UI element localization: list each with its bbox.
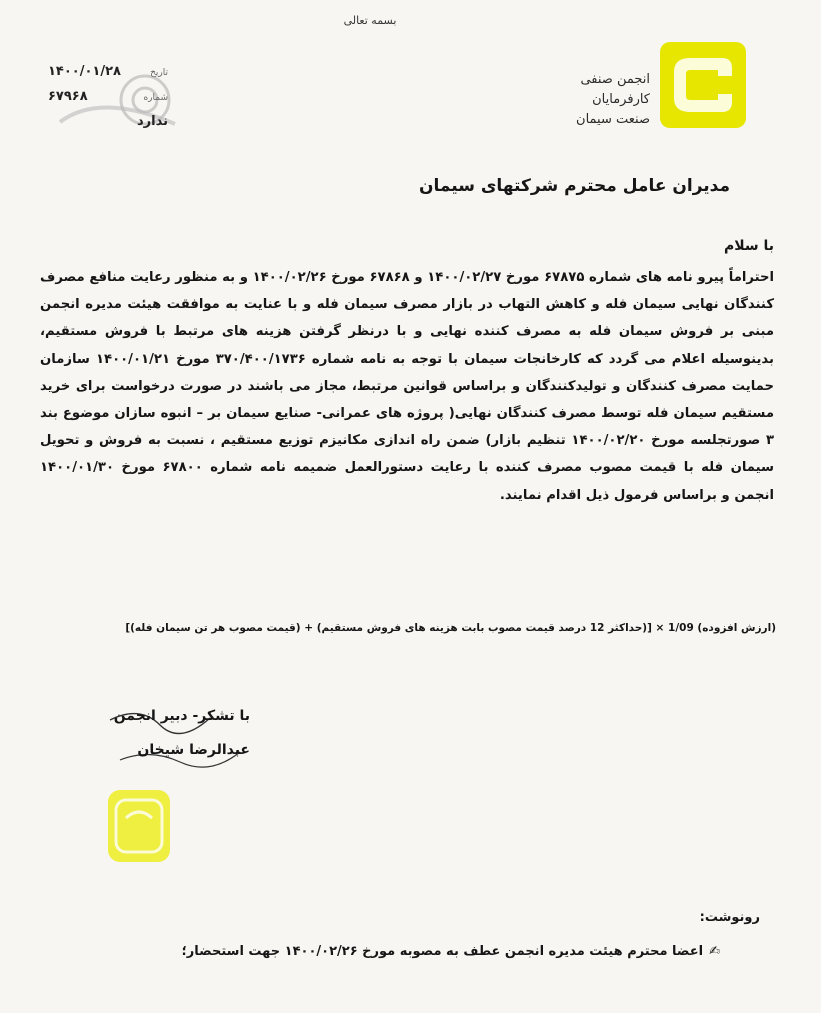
number-row — [48, 85, 168, 110]
org-name-line: انجمن صنفی — [580, 72, 650, 87]
number-label: شماره — [143, 93, 168, 103]
official-stamp — [108, 790, 170, 862]
addressee: مدیران عامل محترم شرکتهای سیمان — [418, 176, 730, 196]
number-value: ۶۷۹۶۸ — [48, 89, 88, 104]
date-value: ۱۴۰۰/۰۱/۲۸ — [48, 64, 121, 79]
organization-name — [530, 70, 650, 130]
cc-recipients-text: اعضا محترم هیئت مدیره انجمن عطف به مصوبه مورخ ۱۴۰۰/۰۲/۲۶ جهت استحضار؛ — [181, 944, 704, 959]
organization-logo — [660, 42, 746, 128]
signatory-name: عبدالرضا شیخان — [137, 742, 250, 758]
attachment-row — [48, 110, 168, 134]
org-name-line: کارفرمایان — [592, 92, 650, 107]
invocation-text: بسمه تعالی — [343, 14, 397, 27]
signature-closing: با تشکر- دبیر انجمن — [113, 708, 250, 724]
date-row — [48, 60, 168, 85]
greeting: با سلام — [723, 238, 774, 254]
cc-recipients — [120, 944, 720, 959]
letter-meta — [48, 60, 168, 134]
logo-mark-icon — [660, 42, 746, 128]
bullet-icon: ✍ — [709, 944, 720, 959]
letter-body: احتراماً پیرو نامه های شماره ۶۷۸۷۵ مورخ ۱۴۰۰/۰۲/۲۷ و ۶۷۸۶۸ مورخ ۱۴۰۰/۰۲/۲۶ و به منظور رعایت منافع مصرف کنندگان نهایی سیمان فله و کاهش التهاب در بازار مصرف سیمان فله و با عنایت به موافقت هیئت مدیره انجمن مبنی بر فروش سیمان فله به مصرف کننده نهایی و با درنظر گرفتن هزینه های مرتبط با فروش مستقیم، بدینوسیله اعلام می گردد که کارخانجات سیمان با توجه به نامه شماره ۳۷۰/۴۰۰/۱۷۳۶ مورخ ۱۴۰۰/۰۱/۲۱ سازمان حمایت مصرف کنندگان و تولیدکنندگان و براساس قوانین مرتبط، مجاز می باشند در صورت درخواست برای خرید مستقیم سیمان فله توسط مصرف کنندگان نهایی( پروژه های عمرانی- صنایع سیمان بر – انبوه سازان موضوع بند ۳ صورتجلسه مورخ ۱۴۰۰/۰۲/۲۰ تنظیم بازار) ضمن راه اندازی مکانیزم توزیع مستقیم ، نسبت به فروش و تحویل سیمان فله با قیمت مصوب مصرف کننده با رعایت دستورالعمل ضمیمه نامه شماره ۶۷۸۰۰ مورخ ۱۴۰۰/۰۱/۳۰ انجمن و براساس فرمول ذیل اقدام نمایند. — [40, 270, 775, 503]
org-name-line: صنعت سیمان — [576, 112, 650, 127]
cc-label: رونوشت: — [699, 910, 760, 925]
stamp-logo-icon — [108, 790, 170, 862]
attachment-value: ندارد — [136, 114, 168, 129]
date-label: تاریخ — [150, 68, 168, 78]
price-formula: (ارزش افزوده) 1/09 × [(حداکثر 12 درصد قیمت مصوب بابت هزینه های فروش مستقیم) + (قیمت مصوب هر تن سیمان فله)] — [125, 622, 776, 634]
